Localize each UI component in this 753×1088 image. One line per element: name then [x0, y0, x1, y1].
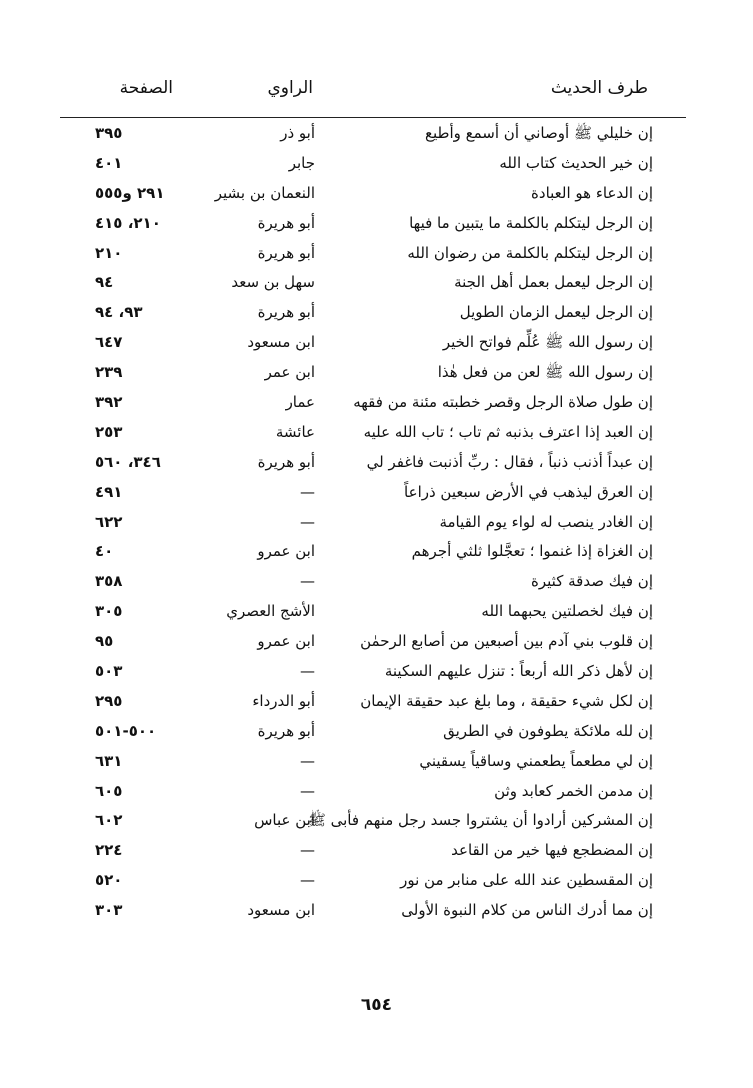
table-row	[0, 120, 753, 150]
hadith-incipit: إن مما أدرك الناس من كلام النبوة الأولى	[401, 901, 653, 920]
narrator: ابن عمر	[264, 363, 315, 382]
narrator: عمار	[285, 393, 315, 412]
hadith-incipit: إن لكل شيء حقيقة ، وما بلغ عبد حقيقة الإيمان	[360, 691, 653, 710]
table-row	[0, 807, 753, 837]
page-reference: ٢٩١ و٥٥٥	[95, 183, 165, 202]
narrator: أبو هريرة	[257, 452, 315, 471]
narrator: —	[300, 841, 315, 860]
table-row	[0, 389, 753, 419]
page-reference: ٣٤٦، ٥٦٠	[95, 452, 161, 471]
table-row	[0, 718, 753, 748]
page-reference: ٩٤	[95, 273, 114, 292]
hadith-incipit: إن عبداً أذنب ذنباً ، فقال : ربِّ أذنبت فاغفر لي	[366, 452, 653, 471]
page-reference: ٢١٠، ٤١٥	[95, 213, 161, 232]
narrator: ابن عمرو	[257, 632, 315, 651]
table-row	[0, 628, 753, 658]
page-reference: ٦٣١	[95, 751, 123, 770]
hadith-incipit: إن فيك صدقة كثيرة	[531, 572, 653, 591]
table-row	[0, 180, 753, 210]
table-row	[0, 778, 753, 808]
table-row	[0, 150, 753, 180]
narrator: جابر	[288, 153, 315, 172]
table-row	[0, 897, 753, 927]
hadith-incipit: إن فيك لخصلتين يحبهما الله	[481, 602, 653, 621]
page-reference: ٤٩١	[95, 482, 123, 501]
page-reference: ٥٠٠-٥٠١	[95, 721, 157, 740]
hadith-incipit: إن الغادر ينصب له لواء يوم القيامة	[439, 512, 653, 531]
narrator: —	[300, 751, 315, 770]
page-reference: ٤٠١	[95, 153, 123, 172]
page-reference: ٥٠٣	[95, 662, 123, 681]
narrator: أبو هريرة	[257, 721, 315, 740]
hadith-incipit: إن خليلي ﷺ أوصاني أن أسمع وأطيع	[425, 124, 653, 142]
narrator: —	[300, 781, 315, 800]
hadith-incipit: إن قلوب بني آدم بين أصبعين من أصابع الرحمٰن	[360, 632, 653, 651]
header-hadith-column: طرف الحديث	[550, 78, 648, 98]
table-row	[0, 509, 753, 539]
page-reference: ٢١٠	[95, 243, 123, 262]
hadith-incipit: إن رسول الله ﷺ لعن من فعل هٰذا	[437, 363, 653, 382]
narrator: النعمان بن بشير	[214, 183, 315, 202]
table-row	[0, 479, 753, 509]
narrator: ابن مسعود	[247, 901, 315, 920]
table-row	[0, 359, 753, 389]
page-reference: ٢٩٥	[95, 691, 123, 710]
narrator: —	[300, 662, 315, 681]
narrator: الأشج العصري	[226, 602, 315, 621]
page-reference: ٣٠٣	[95, 901, 123, 920]
page-reference: ٢٣٩	[95, 363, 123, 382]
page-reference: ٩٣، ٩٤	[95, 303, 143, 322]
table-row	[0, 598, 753, 628]
table-row	[0, 538, 753, 568]
narrator: أبو هريرة	[257, 243, 315, 262]
page-number: ٦٥٤	[360, 995, 393, 1015]
table-row	[0, 688, 753, 718]
narrator: ابن عمرو	[257, 542, 315, 561]
hadith-incipit: إن طول صلاة الرجل وقصر خطبته مئنة من فقهه	[353, 393, 653, 412]
hadith-incipit: إن الرجل ليتكلم بالكلمة ما يتبين ما فيها	[409, 213, 653, 232]
page-reference: ٣٠٥	[95, 602, 123, 621]
hadith-incipit: إن المشركين أرادوا أن يشتروا جسد رجل منهم فأبى ﷺ	[307, 811, 653, 830]
hadith-incipit: إن لي مطعماً يطعمني وساقياً يسقيني	[419, 751, 653, 770]
narrator: أبو هريرة	[257, 213, 315, 232]
header-divider	[60, 117, 686, 118]
header-narrator-column: الراوي	[267, 78, 313, 98]
hadith-incipit: إن الرجل ليعمل الزمان الطويل	[459, 303, 653, 322]
narrator: ابن مسعود	[247, 333, 315, 352]
narrator: أبو ذر	[280, 124, 315, 142]
table-row	[0, 658, 753, 688]
narrator: —	[300, 871, 315, 890]
narrator: أبو هريرة	[257, 303, 315, 322]
narrator: ابن عباس	[254, 811, 315, 830]
hadith-incipit: إن الغزاة إذا غنموا ؛ تعجَّلوا ثلثي أجرهم	[411, 542, 653, 561]
narrator: عائشة	[275, 422, 315, 441]
hadith-incipit: إن العبد إذا اعترف بذنبه ثم تاب ؛ تاب الله عليه	[363, 422, 653, 441]
hadith-incipit: إن العرق ليذهب في الأرض سبعين ذراعاً	[404, 482, 653, 501]
table-row	[0, 837, 753, 867]
hadith-incipit: إن المضطجع فيها خير من القاعد	[451, 841, 653, 860]
page-reference: ٦٤٧	[95, 333, 123, 352]
hadith-incipit: إن مدمن الخمر كعابد وثن	[494, 781, 653, 800]
narrator: —	[300, 482, 315, 501]
page-reference: ٢٥٣	[95, 422, 123, 441]
page-reference: ٦٠٥	[95, 781, 123, 800]
narrator: أبو الدرداء	[252, 691, 315, 710]
table-row	[0, 748, 753, 778]
hadith-incipit: إن المقسطين عند الله على منابر من نور	[400, 871, 653, 890]
table-row	[0, 568, 753, 598]
hadith-incipit: إن لله ملائكة يطوفون في الطريق	[443, 721, 653, 740]
page-reference: ٢٢٤	[95, 841, 123, 860]
narrator: —	[300, 512, 315, 531]
hadith-incipit: إن خير الحديث كتاب الله	[499, 153, 653, 172]
table-row	[0, 299, 753, 329]
page-reference: ٣٩٥	[95, 124, 123, 142]
narrator: سهل بن سعد	[231, 273, 315, 292]
table-row	[0, 240, 753, 270]
page-reference: ٣٩٢	[95, 393, 123, 412]
table-row	[0, 210, 753, 240]
page-reference: ٤٠	[95, 542, 114, 561]
table-row	[0, 419, 753, 449]
hadith-incipit: إن لأهل ذكر الله أربعاً : تنزل عليهم السكينة	[384, 662, 653, 681]
page-reference: ٥٢٠	[95, 871, 123, 890]
page-reference: ٩٥	[95, 632, 114, 651]
page-reference: ٦٠٢	[95, 811, 123, 830]
page-reference: ٦٢٢	[95, 512, 123, 531]
hadith-incipit: إن الدعاء هو العبادة	[531, 183, 653, 202]
hadith-index-table	[0, 120, 753, 927]
hadith-incipit: إن الرجل ليتكلم بالكلمة من رضوان الله	[407, 243, 653, 262]
page-reference: ٣٥٨	[95, 572, 123, 591]
table-row	[0, 449, 753, 479]
narrator: —	[300, 572, 315, 591]
header-page-column: الصفحة	[119, 78, 173, 98]
hadith-incipit: إن الرجل ليعمل بعمل أهل الجنة	[454, 273, 653, 292]
table-row	[0, 867, 753, 897]
hadith-incipit: إن رسول الله ﷺ عُلِّم فواتح الخير	[442, 333, 653, 352]
table-row	[0, 269, 753, 299]
table-row	[0, 329, 753, 359]
